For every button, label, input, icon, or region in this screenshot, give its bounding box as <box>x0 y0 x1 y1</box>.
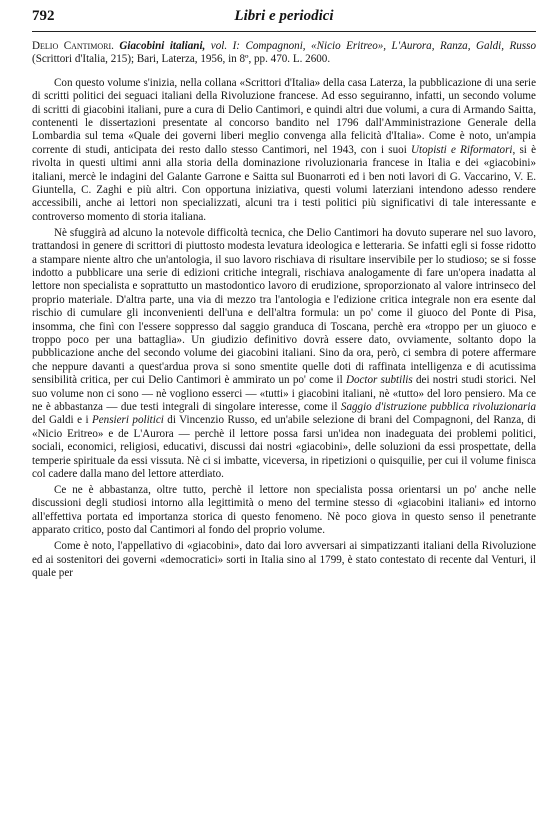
book-publication: (Scrittori d'Italia, 215); Bari, Laterza, 1956, in 8º, pp. 470. L. 2600. <box>32 53 331 66</box>
paragraph-3: Ce ne è abbastanza, oltre tutto, perchè il lettore non specialista possa orientarsi un po' anche nelle discussioni degli studiosi intorno alla legittimità o meno del termine stesso di «giacobini italiani» ed intorno all'effettiva portata ed importanza storica di questo fenomeno. Nè poco giova in questo senso il penetrante apparato critico, posto dal Cantimori al fondo del proprio volume. <box>32 484 536 537</box>
italic-term: Doctor subtilis <box>345 374 413 387</box>
book-title: Giacobini italiani, <box>119 40 206 52</box>
book-author: Delio Cantimori. <box>32 40 114 52</box>
article-body <box>32 40 536 580</box>
header-rule <box>32 31 536 32</box>
book-volume: vol. I: Compagnoni, «Nicio Eritreo», L'Aurora, Ranza, Galdi, Russo <box>210 40 537 52</box>
paragraph-4: Come è noto, l'appellativo di «giacobini», dato dai loro avversari ai simpatizzanti italiani della Rivoluzione ed ai sostenitori dei governi «democratici» sorti in Italia sino al 1799, è stato contestato di recente dal Venturi, il quale per <box>32 540 536 579</box>
page-number: 792 <box>32 8 55 24</box>
italic-title: Pensieri politici <box>91 414 164 427</box>
paragraph-2: Nè sfuggirà ad alcuno la notevole difficoltà tecnica, che Delio Cantimori ha dovuto superare nel suo lavoro, trattandosi in genere di scrittori di piuttosto modesta levatura ideologica e letteraria. Se infatti egli si fosse ridotto a stampare niente altro che un'antologia, il suo lavoro rischiava di risultare inservibile per lo studioso; se si fosse indotto a pubblicare una serie di edizioni critiche integrali, rischiava analogamente di fare un'opera inadatta al lettore non specialista e soprattutto un mastodontico lavoro di erudizione, sproporzionato al valore intrinseco del proprio materiale. D'altra parte, una via di mezzo tra l'antologia e l'edizione critica integrale non era esente dal rischio di cumulare gli inconvenienti dell'una e dell'altra formula: un po' come il giuoco del Ponte di Pisa, insomma, che finì con l'essere soppresso dal saggio granduca di Toscana, perchè era «troppo per un giuoco e troppo poco per una battaglia». Un giudizio definitivo dovrà essere dato, ovviamente, soltanto dopo la pubblicazione anche del secondo volume dei giacobini italiani. Sino da ora, però, ci sembra di potere affermare che neppure davanti a quest'ardua prova si sono smentite quelle doti di raffinata intelligenza e di acutissima sensibilità critica, per cui Delio Cantimori è ammirato un po' come il Doctor subtilis dei nostri studi storici. Nel suo volume non ci sono — nè vogliono esserci — «tutti» i giacobini italiani, nè «tutto» del loro pensiero. Ma ce ne è abbastanza — due testi integrali di singolare interesse, come il Saggio d'istruzione pubblica rivoluzionaria del Galdi e i Pensieri politici di Vincenzio Russo, ed un'abile selezione di brani del Compagnoni, del Ranza, di «Nicio Eritreo» e de L'Aurora — perchè il lettore possa farsi un'idea non inadeguata dei problemi politici, sociali, economici, religiosi, educativi, discussi dai nostri «giacobini», delle soluzioni da essi prospettate, della temperie spirituale da essi vissuta. Nè ci si imbatte, viceversa, in ripetizioni o quisquilie, per cui il volume finisca col cadere dalla mano del lettore atterdiato. <box>32 226 536 481</box>
paragraph-1: Con questo volume s'inizia, nella collana «Scrittori d'Italia» della casa Laterza, la pubblicazione di una serie di scritti politici dei seguaci italiani della Rivoluzione francese. Ad esso seguiranno, infatti, un secondo volume di scritti di giacobini italiani, pure a cura di Delio Cantimori, e quindi altri due volumi, a cura di Armando Saitta, contenenti le dissertazioni presentate al concorso bandito nel 1796 dall'Amministrazione Generale della Lombardia sul tema «Quale dei governi liberi meglio convenga alla felicità d'Italia». Come è noto, un'ampia corrente di studi, anticipata dei resto dallo stesso Cantimori, nel 1943, con i suoi Utopisti e Riformatori, si è rivolta in questi ultimi anni alla storia della dominazione rivoluzionaria francese in Italia e dei «giacobini» italiani, mercè le indagini del Galante Garrone e Saitta sul Buonarroti ed i ben noti lavori di G. Vaccarino, V. E. Giuntella, C. Zaghi e più altri. Con opportuna iniziativa, questi volumi laterziani intendono adesso rendere accessibili, anche ai lettori non specializzati, alcuni tra i testi politici più significativi di tale interessante e controverso momento di storia italiana. <box>32 76 536 223</box>
running-header <box>32 8 536 30</box>
bibliographic-entry <box>32 40 536 67</box>
italic-title: Utopisti e Riformatori <box>411 143 513 156</box>
running-title: Libri e periodici <box>234 8 334 24</box>
italic-title: Saggio d'istruzione pubblica rivoluzionaria <box>340 401 536 414</box>
